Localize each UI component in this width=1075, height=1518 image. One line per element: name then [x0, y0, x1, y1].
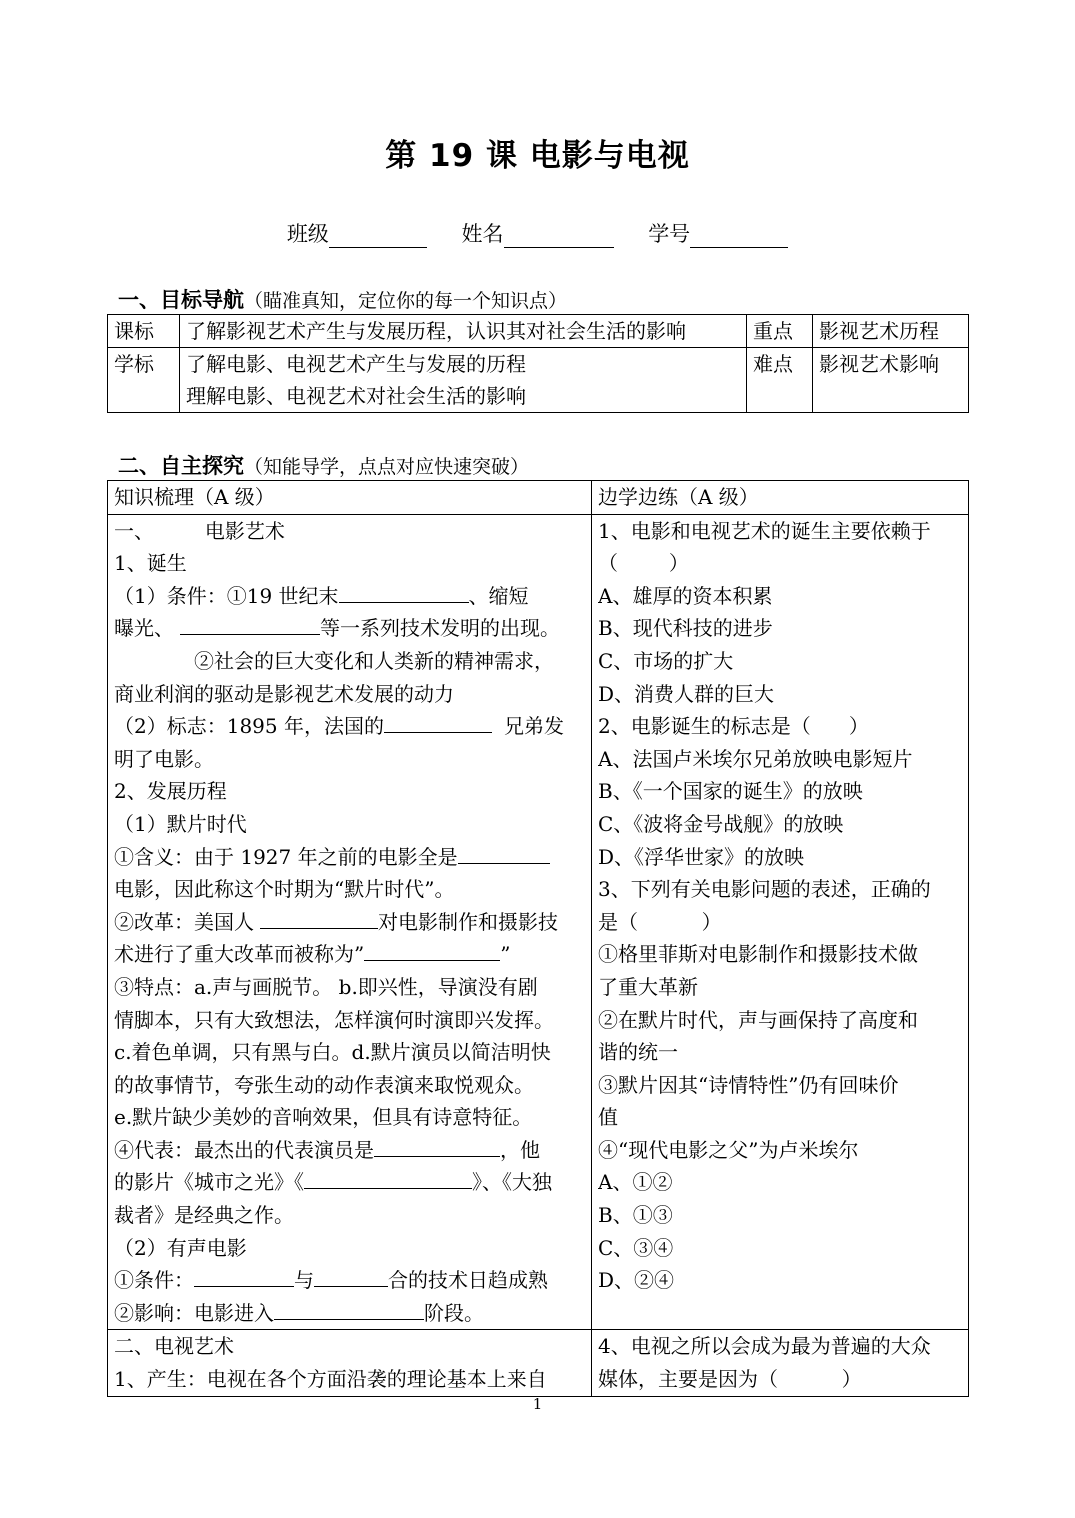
option-item[interactable]	[598, 1232, 962, 1265]
name-label: 姓名	[461, 222, 504, 246]
class-blank[interactable]	[329, 225, 427, 248]
text-segment: 了重大革新	[598, 974, 698, 999]
explore-table	[107, 480, 969, 1397]
text-segment: ①格里菲斯对电影制作和摄影技术做	[598, 942, 918, 967]
answer-blank[interactable]	[384, 710, 492, 733]
text-segment: ”	[500, 942, 511, 967]
text-segment: ④代表：最杰出的代表演员是	[114, 1137, 374, 1162]
content-line: 了解电影、电视艺术产生与发展的历程	[186, 352, 526, 376]
table-row	[108, 514, 969, 1330]
text-segment: B、①③	[598, 1203, 673, 1228]
class-field[interactable]	[287, 218, 427, 248]
film-art-heading: 一、 电影艺术	[114, 518, 285, 543]
text-line	[114, 971, 585, 1004]
content-line: 了解影视艺术产生与发展历程，认识其对社会生活的影响	[186, 319, 686, 343]
text-segment: 的影片《城市之光》《	[114, 1170, 304, 1195]
text-line	[114, 938, 585, 971]
statement-line	[598, 1004, 962, 1037]
text-segment: 的故事情节，夸张生动的动作表演来取悦观众。	[114, 1072, 534, 1097]
table-row	[108, 315, 969, 348]
text-line	[114, 1264, 585, 1297]
section1-subtitle: （瞄准真知，定位你的每一个知识点）	[244, 290, 568, 312]
option-item[interactable]	[598, 645, 962, 678]
col-right-header: 边学边练（A 级）	[592, 481, 969, 515]
text-segment: 对电影制作和摄影技	[378, 909, 558, 934]
option-item[interactable]	[598, 580, 962, 613]
text-segment: ①条件：	[114, 1268, 194, 1293]
name-field[interactable]	[462, 218, 614, 248]
text-line	[114, 645, 585, 678]
text-line	[114, 873, 585, 906]
answer-blank[interactable]	[458, 841, 550, 864]
answer-blank[interactable]	[374, 1134, 500, 1157]
text-line: 1、产生：电视在各个方面沿袭的理论基本上来自	[114, 1367, 547, 1392]
practice-cell	[592, 514, 969, 1330]
text-segment: 、缩短	[468, 583, 529, 608]
text-segment: 曝光、	[114, 616, 174, 641]
name-blank[interactable]	[504, 225, 614, 248]
text-line	[114, 515, 585, 548]
text-segment: （2）有声电影	[114, 1235, 247, 1260]
option-item[interactable]	[598, 678, 962, 711]
student-info	[0, 218, 1075, 248]
text-segment: 谐的统一	[598, 1040, 678, 1065]
section1-title: 一、目标导航	[118, 288, 244, 312]
text-segment: 阶段。	[424, 1300, 484, 1325]
option-item[interactable]	[598, 1199, 962, 1232]
statement-line	[598, 1036, 962, 1069]
key-value: 影视艺术历程	[813, 315, 969, 348]
text-segment: 裁者》是经典之作。	[114, 1203, 294, 1228]
text-line	[114, 1004, 585, 1037]
text-segment: B、《一个国家的诞生》的放映	[598, 779, 863, 804]
text-segment: ②在默片时代，声与画保持了高度和	[598, 1007, 918, 1032]
key-label: 难点	[747, 348, 813, 413]
text-segment: C、《波将金号战舰》的放映	[598, 811, 844, 836]
text-line	[114, 775, 585, 808]
section2-heading	[118, 450, 529, 480]
practice-cell-2	[592, 1330, 969, 1396]
row-content	[180, 348, 747, 413]
text-segment: D、消费人群的巨大	[598, 681, 775, 706]
text-segment: B、现代科技的进步	[598, 616, 773, 641]
text-segment: A、法国卢米埃尔兄弟放映电影短片	[598, 746, 913, 771]
answer-blank[interactable]	[314, 1264, 388, 1287]
text-segment: 合的技术日趋成熟	[388, 1268, 548, 1293]
option-item[interactable]	[598, 775, 962, 808]
text-segment: C、③④	[598, 1235, 674, 1260]
statement-line	[598, 971, 962, 1004]
text-line	[114, 808, 585, 841]
question-text: 4、电视之所以会成为最为普遍的大众	[598, 1334, 931, 1359]
text-segment: 情脚本，只有大致想法，怎样演何时演即兴发挥。	[114, 1007, 554, 1032]
key-label: 重点	[747, 315, 813, 348]
number-field[interactable]	[648, 218, 788, 248]
page-number: 1	[532, 1395, 543, 1413]
statement-line	[598, 1069, 962, 1102]
text-segment: C、市场的扩大	[598, 648, 734, 673]
statement-line	[598, 938, 962, 971]
text-line	[114, 1297, 585, 1330]
question-text	[598, 515, 962, 548]
text-line	[114, 678, 585, 711]
table-row	[108, 348, 969, 413]
col-left-header: 知识梳理（A 级）	[108, 481, 592, 515]
text-segment: ①含义：由于 1927 年之前的电影全是	[114, 844, 458, 869]
text-segment: 电影，因此称这个时期为“默片时代”。	[114, 877, 455, 902]
table-header-row	[108, 481, 969, 515]
question-text	[598, 906, 962, 939]
number-label: 学号	[648, 222, 691, 246]
section1-heading	[118, 284, 567, 314]
option-item[interactable]	[598, 808, 962, 841]
text-line	[114, 1036, 585, 1069]
answer-blank[interactable]	[260, 906, 378, 929]
text-segment: 等一系列技术发明的出现。	[320, 616, 560, 641]
text-segment: c.着色单调，只有黑与白。d.默片演员以简洁明快	[114, 1040, 551, 1065]
text-segment: ②改革：美国人	[114, 909, 254, 934]
class-label: 班级	[286, 222, 329, 246]
text-line: 二、电视艺术	[114, 1334, 234, 1359]
text-segment: 值	[598, 1105, 618, 1130]
option-item[interactable]	[598, 1166, 962, 1199]
text-segment: ④“现代电影之父”为卢米埃尔	[598, 1137, 859, 1162]
text-segment: 》、《大独	[472, 1170, 552, 1195]
section2-title: 二、自主探究	[118, 454, 244, 478]
text-segment: 1、诞生	[114, 551, 187, 576]
option-item[interactable]	[598, 1264, 962, 1297]
text-segment: 3、下列有关电影问题的表述，正确的	[598, 877, 931, 902]
question-text: 媒体，主要是因为（ ）	[598, 1367, 862, 1392]
text-segment: 商业利润的驱动是影视艺术发展的动力	[114, 681, 454, 706]
question-text	[598, 873, 962, 906]
tv-art-cell	[108, 1330, 592, 1396]
text-line	[114, 547, 585, 580]
answer-blank[interactable]	[339, 580, 469, 603]
text-segment: D、《浮华世家》的放映	[598, 844, 805, 869]
text-segment: 1、电影和电视艺术的诞生主要依赖于	[598, 518, 931, 543]
text-line	[114, 1166, 585, 1199]
text-segment: （2）标志：1895 年，法国的	[114, 714, 384, 739]
text-line	[114, 743, 585, 776]
text-segment: e.默片缺少美妙的音响效果，但具有诗意特征。	[114, 1105, 533, 1130]
content-line: 理解电影、电视艺术对社会生活的影响	[186, 384, 526, 408]
key-value: 影视艺术影响	[813, 348, 969, 413]
text-line	[114, 1069, 585, 1102]
option-item[interactable]	[598, 612, 962, 645]
text-line	[114, 1101, 585, 1134]
number-blank[interactable]	[690, 225, 788, 248]
text-segment: （1）默片时代	[114, 811, 247, 836]
row-content	[180, 315, 747, 348]
text-segment: ，他	[500, 1137, 540, 1162]
knowledge-cell	[108, 514, 592, 1330]
answer-blank[interactable]	[304, 1166, 472, 1189]
statement-line	[598, 1134, 962, 1167]
text-segment: A、雄厚的资本积累	[598, 583, 773, 608]
row-label: 学标	[108, 348, 180, 413]
text-line	[114, 1134, 585, 1167]
text-segment: （ ）	[598, 551, 689, 576]
text-line	[114, 580, 585, 613]
text-line	[114, 710, 585, 743]
text-segment: 是（ ）	[598, 909, 722, 934]
text-segment: 2、发展历程	[114, 779, 227, 804]
answer-blank[interactable]	[180, 612, 320, 635]
text-line	[114, 1232, 585, 1265]
text-segment: 与	[294, 1268, 314, 1293]
question-text	[598, 710, 962, 743]
answer-blank[interactable]	[364, 938, 500, 961]
text-segment: 术进行了重大改革而被称为”	[114, 942, 365, 967]
answer-paren	[598, 547, 962, 580]
text-segment: ②社会的巨大变化和人类新的精神需求，	[194, 648, 554, 673]
text-segment: A、①②	[598, 1170, 673, 1195]
section2-subtitle: （知能导学，点点对应快速突破）	[244, 456, 530, 478]
text-segment: 明了电影。	[114, 746, 214, 771]
row-label: 课标	[108, 315, 180, 348]
option-item[interactable]	[598, 841, 962, 874]
text-segment: 2、电影诞生的标志是（ ）	[598, 714, 869, 739]
text-line	[114, 906, 585, 939]
text-segment: D、②④	[598, 1268, 675, 1293]
option-item[interactable]	[598, 743, 962, 776]
table-row	[108, 1330, 969, 1396]
answer-blank[interactable]	[194, 1264, 294, 1287]
answer-blank[interactable]	[274, 1297, 424, 1320]
text-segment: ③特点：a.声与画脱节。 b.即兴性，导演没有剧	[114, 974, 538, 999]
text-line	[114, 1199, 585, 1232]
text-segment: ②影响：电影进入	[114, 1300, 274, 1325]
text-line	[114, 841, 585, 874]
target-nav-table	[107, 314, 969, 413]
page-title: 第 19 课 电影与电视	[385, 138, 690, 174]
text-segment: （1）条件：①19 世纪末	[114, 583, 339, 608]
statement-line	[598, 1101, 962, 1134]
text-segment: ③默片因其“诗情特性”仍有回味价	[598, 1072, 899, 1097]
text-segment: 兄弟发	[503, 714, 564, 739]
text-line	[114, 612, 585, 645]
